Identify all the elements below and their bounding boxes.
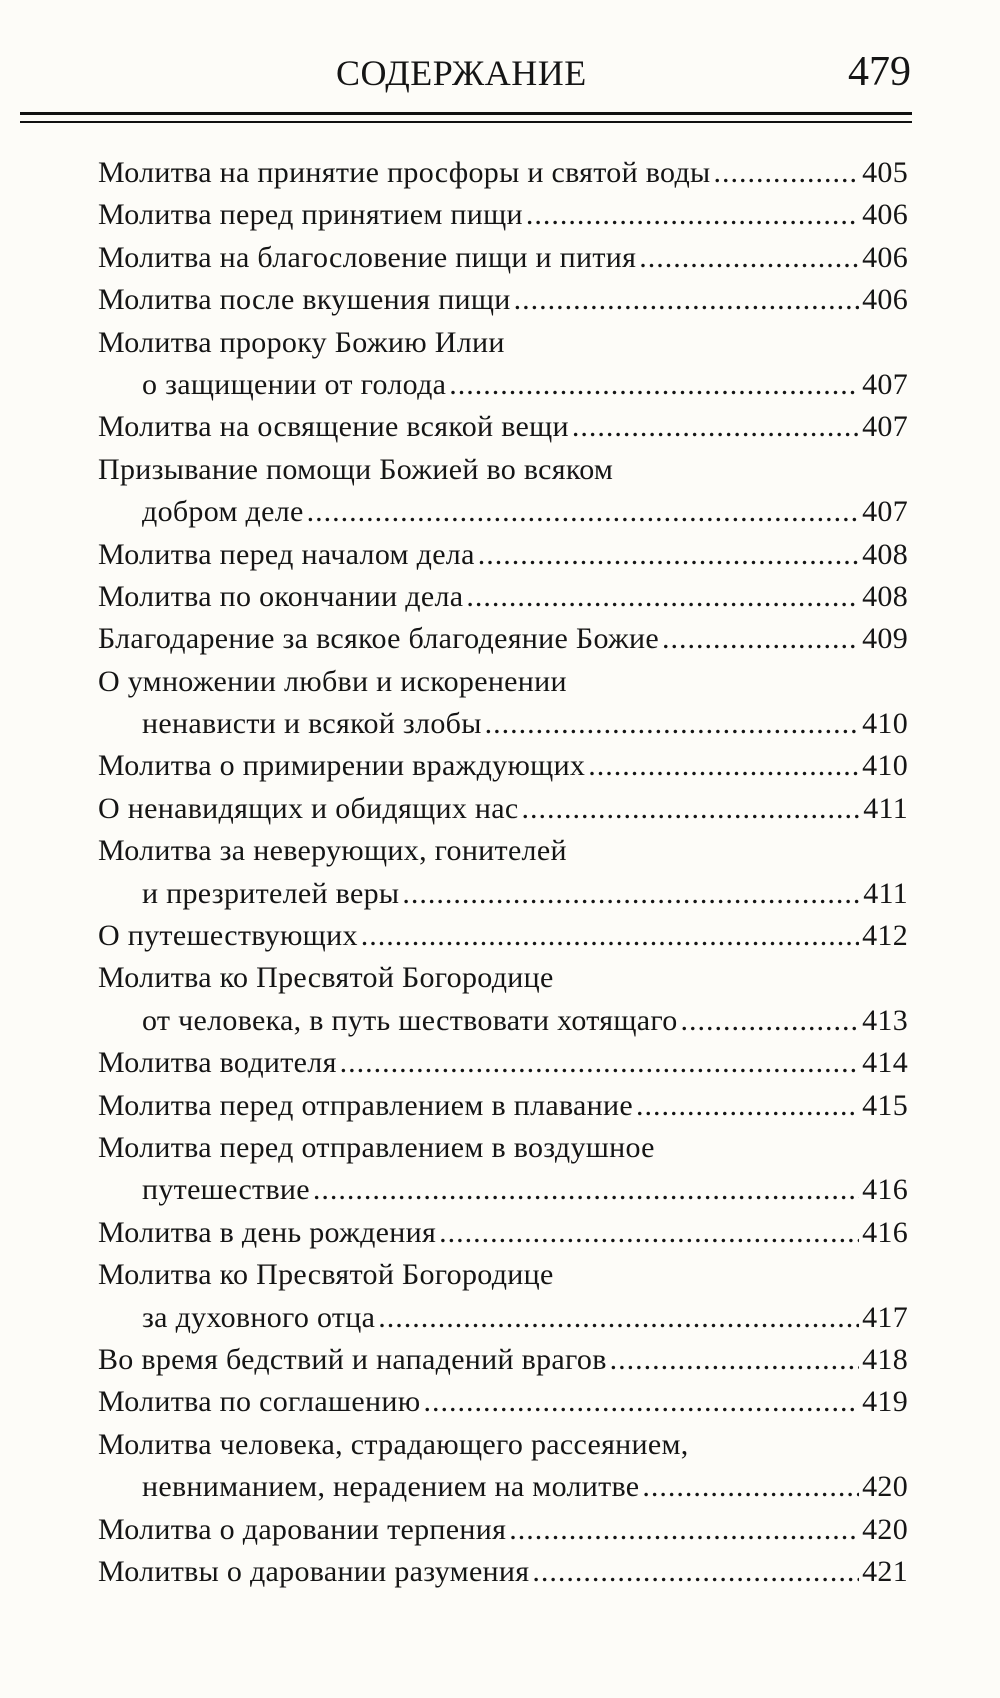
toc-page-number: 415 — [862, 1088, 908, 1122]
dot-leader — [681, 1000, 860, 1042]
toc-entry-title: Молитва пророку Божию Илии — [98, 325, 505, 359]
toc-entry-line — [98, 406, 908, 448]
toc-entry — [98, 1551, 908, 1593]
toc-entry — [98, 830, 908, 915]
toc-entry-title: Молитва водителя — [98, 1046, 337, 1080]
toc-entry-line — [98, 1424, 908, 1466]
toc-entry-title: Во время бедствий и нападений врагов — [98, 1342, 607, 1376]
dot-leader — [588, 745, 859, 787]
toc-entry-title: и презрителей веры — [142, 876, 400, 910]
toc-entry — [98, 152, 908, 194]
table-of-contents — [98, 152, 908, 1593]
dot-leader — [526, 194, 859, 236]
toc-entry — [98, 406, 908, 448]
toc-entry-title: невниманием, нерадением на молитве — [142, 1470, 640, 1504]
toc-entry-line — [98, 957, 908, 999]
toc-page-number: 416 — [862, 1173, 908, 1207]
toc-entry-line — [98, 873, 908, 915]
toc-entry — [98, 1339, 908, 1381]
toc-page-number: 407 — [862, 367, 908, 401]
toc-entry — [98, 1254, 908, 1339]
toc-entry-title: Молитва за неверующих, гонителей — [98, 834, 567, 868]
toc-entry-title: о защищении от голода — [142, 367, 447, 401]
toc-entry-line — [98, 279, 908, 321]
toc-entry — [98, 1127, 908, 1212]
toc-entry-line — [98, 194, 908, 236]
header-rule-thick — [20, 112, 912, 115]
toc-entry-title: Молитва на благословение пищи и пития — [98, 240, 637, 274]
dot-leader — [522, 788, 861, 830]
toc-entry-title: О путешествующих — [98, 919, 358, 953]
page-number: 479 — [848, 49, 911, 95]
toc-entry-title: Молитва о примирении враждующих — [98, 749, 586, 783]
toc-page-number: 407 — [862, 410, 908, 444]
toc-page-number: 412 — [862, 919, 908, 953]
toc-entry-line — [98, 915, 908, 957]
toc-entry — [98, 1381, 908, 1423]
toc-entry — [98, 1042, 908, 1084]
dot-leader — [572, 406, 859, 448]
toc-entry-title: путешествие — [142, 1173, 310, 1207]
toc-page-number: 406 — [862, 198, 908, 232]
toc-entry-title: Молитва перед отправлением в воздушное — [98, 1130, 655, 1164]
toc-entry-line — [98, 1297, 908, 1339]
toc-page-number: 411 — [863, 876, 908, 910]
toc-entry-title: О ненавидящих и обидящих нас — [98, 791, 519, 825]
toc-entry-title: Молитва ко Пресвятой Богородице — [98, 1258, 554, 1292]
toc-entry-line — [98, 576, 908, 618]
header-rule-thin — [20, 121, 912, 123]
dot-leader — [449, 364, 859, 406]
toc-entry-title: Молитва человека, страдающего рассеянием, — [98, 1427, 689, 1461]
toc-entry-title: Молитва о даровании терпения — [98, 1512, 507, 1546]
dot-leader — [439, 1212, 859, 1254]
toc-page-number: 419 — [862, 1385, 908, 1419]
toc-page-number: 410 — [862, 707, 908, 741]
dot-leader — [662, 618, 859, 660]
toc-entry-title: Молитва ко Пресвятой Богородице — [98, 961, 554, 995]
toc-page-number: 406 — [862, 283, 908, 317]
dot-leader — [532, 1551, 859, 1593]
toc-page-number: 417 — [862, 1300, 908, 1334]
dot-leader — [509, 1509, 859, 1551]
toc-entry-title: Молитвы о даровании разумения — [98, 1554, 530, 1588]
toc-entry-title: Молитва на принятие просфоры и святой воды — [98, 156, 711, 189]
toc-entry — [98, 745, 908, 787]
toc-entry-line — [98, 1254, 908, 1296]
toc-entry-line — [98, 1212, 908, 1254]
toc-entry-line — [98, 1381, 908, 1423]
toc-entry-title: Молитва по соглашению — [98, 1385, 421, 1419]
dot-leader — [423, 1381, 859, 1423]
toc-entry-title: Молитва после вкушения пищи — [98, 283, 511, 317]
toc-entry-title: за духовного отца — [142, 1300, 376, 1334]
dot-leader — [610, 1339, 859, 1381]
toc-entry-title: Призывание помощи Божией во всяком — [98, 452, 614, 486]
toc-entry-line — [98, 1551, 908, 1593]
toc-entry-line — [98, 830, 908, 872]
toc-entry-line — [98, 1085, 908, 1127]
toc-entry-line — [98, 449, 908, 491]
toc-entry-title: Молитва перед началом дела — [98, 537, 475, 571]
running-head-title: СОДЕРЖАНИЕ — [336, 53, 587, 93]
toc-entry-line — [98, 1000, 908, 1042]
toc-entry — [98, 788, 908, 830]
toc-page-number: 416 — [862, 1215, 908, 1249]
toc-entry-line — [98, 745, 908, 787]
dot-leader — [478, 534, 859, 576]
toc-page-number: 420 — [862, 1512, 908, 1546]
toc-entry-line — [98, 364, 908, 406]
dot-leader — [361, 915, 859, 957]
toc-entry — [98, 957, 908, 1042]
dot-leader — [514, 279, 859, 321]
toc-page-number: 420 — [862, 1470, 908, 1504]
toc-page-number: 408 — [862, 537, 908, 571]
page-header — [0, 48, 1000, 108]
toc-entry-line — [98, 322, 908, 364]
dot-leader — [340, 1042, 859, 1084]
toc-entry — [98, 534, 908, 576]
toc-entry-line — [98, 703, 908, 745]
toc-entry-line — [98, 1509, 908, 1551]
toc-entry-title: от человека, в путь шествовати хотящаго — [142, 1003, 678, 1037]
toc-entry — [98, 915, 908, 957]
toc-entry-title: Молитва перед отправлением в плавание — [98, 1088, 633, 1122]
toc-page-number: 407 — [862, 495, 908, 529]
toc-entry — [98, 1509, 908, 1551]
toc-entry — [98, 661, 908, 746]
dot-leader — [307, 491, 859, 533]
toc-entry-line — [98, 1042, 908, 1084]
dot-leader — [466, 576, 859, 618]
toc-entry — [98, 618, 908, 660]
dot-leader — [313, 1169, 859, 1211]
toc-page-number: 409 — [862, 622, 908, 656]
dot-leader — [485, 703, 859, 745]
toc-page-number: 410 — [862, 749, 908, 783]
toc-entry-title: Благодарение за всякое благодеяние Божие — [98, 622, 660, 656]
toc-page-number: 413 — [862, 1003, 908, 1037]
toc-entry-line — [98, 1466, 908, 1508]
toc-entry-title: добром деле — [142, 495, 304, 529]
dot-leader — [402, 873, 860, 915]
toc-entry — [98, 1424, 908, 1509]
toc-entry-title: Молитва в день рождения — [98, 1215, 437, 1249]
toc-entry-line — [98, 237, 908, 279]
toc-entry-line — [98, 491, 908, 533]
dot-leader — [642, 1466, 859, 1508]
toc-entry — [98, 279, 908, 321]
toc-entry-line — [98, 618, 908, 660]
dot-leader — [713, 152, 859, 194]
toc-entry — [98, 576, 908, 618]
toc-page-number: 405 — [862, 156, 908, 189]
toc-entry-line — [98, 534, 908, 576]
toc-entry-line — [98, 661, 908, 703]
toc-entry — [98, 194, 908, 236]
toc-entry-title: ненависти и всякой злобы — [142, 707, 482, 741]
toc-entry-title: Молитва перед принятием пищи — [98, 198, 523, 232]
toc-entry-line — [98, 1127, 908, 1169]
toc-entry — [98, 1085, 908, 1127]
toc-entry-line — [98, 788, 908, 830]
toc-page-number: 421 — [862, 1554, 908, 1588]
toc-entry — [98, 237, 908, 279]
toc-entry — [98, 1212, 908, 1254]
toc-entry-title: О умножении любви и искоренении — [98, 664, 567, 698]
toc-entry-title: Молитва по окончании дела — [98, 579, 464, 613]
dot-leader — [639, 237, 859, 279]
toc-page-number: 418 — [862, 1342, 908, 1376]
toc-entry-line — [98, 1169, 908, 1211]
toc-entry — [98, 322, 908, 407]
toc-page-number: 406 — [862, 240, 908, 274]
toc-page-number: 411 — [863, 791, 908, 825]
toc-entry-title: Молитва на освящение всякой вещи — [98, 410, 569, 444]
toc-page-number: 408 — [862, 579, 908, 613]
toc-entry — [98, 449, 908, 534]
dot-leader — [378, 1297, 859, 1339]
toc-entry-line — [98, 152, 908, 194]
toc-entry-line — [98, 1339, 908, 1381]
toc-page-number: 414 — [862, 1046, 908, 1080]
dot-leader — [636, 1085, 859, 1127]
